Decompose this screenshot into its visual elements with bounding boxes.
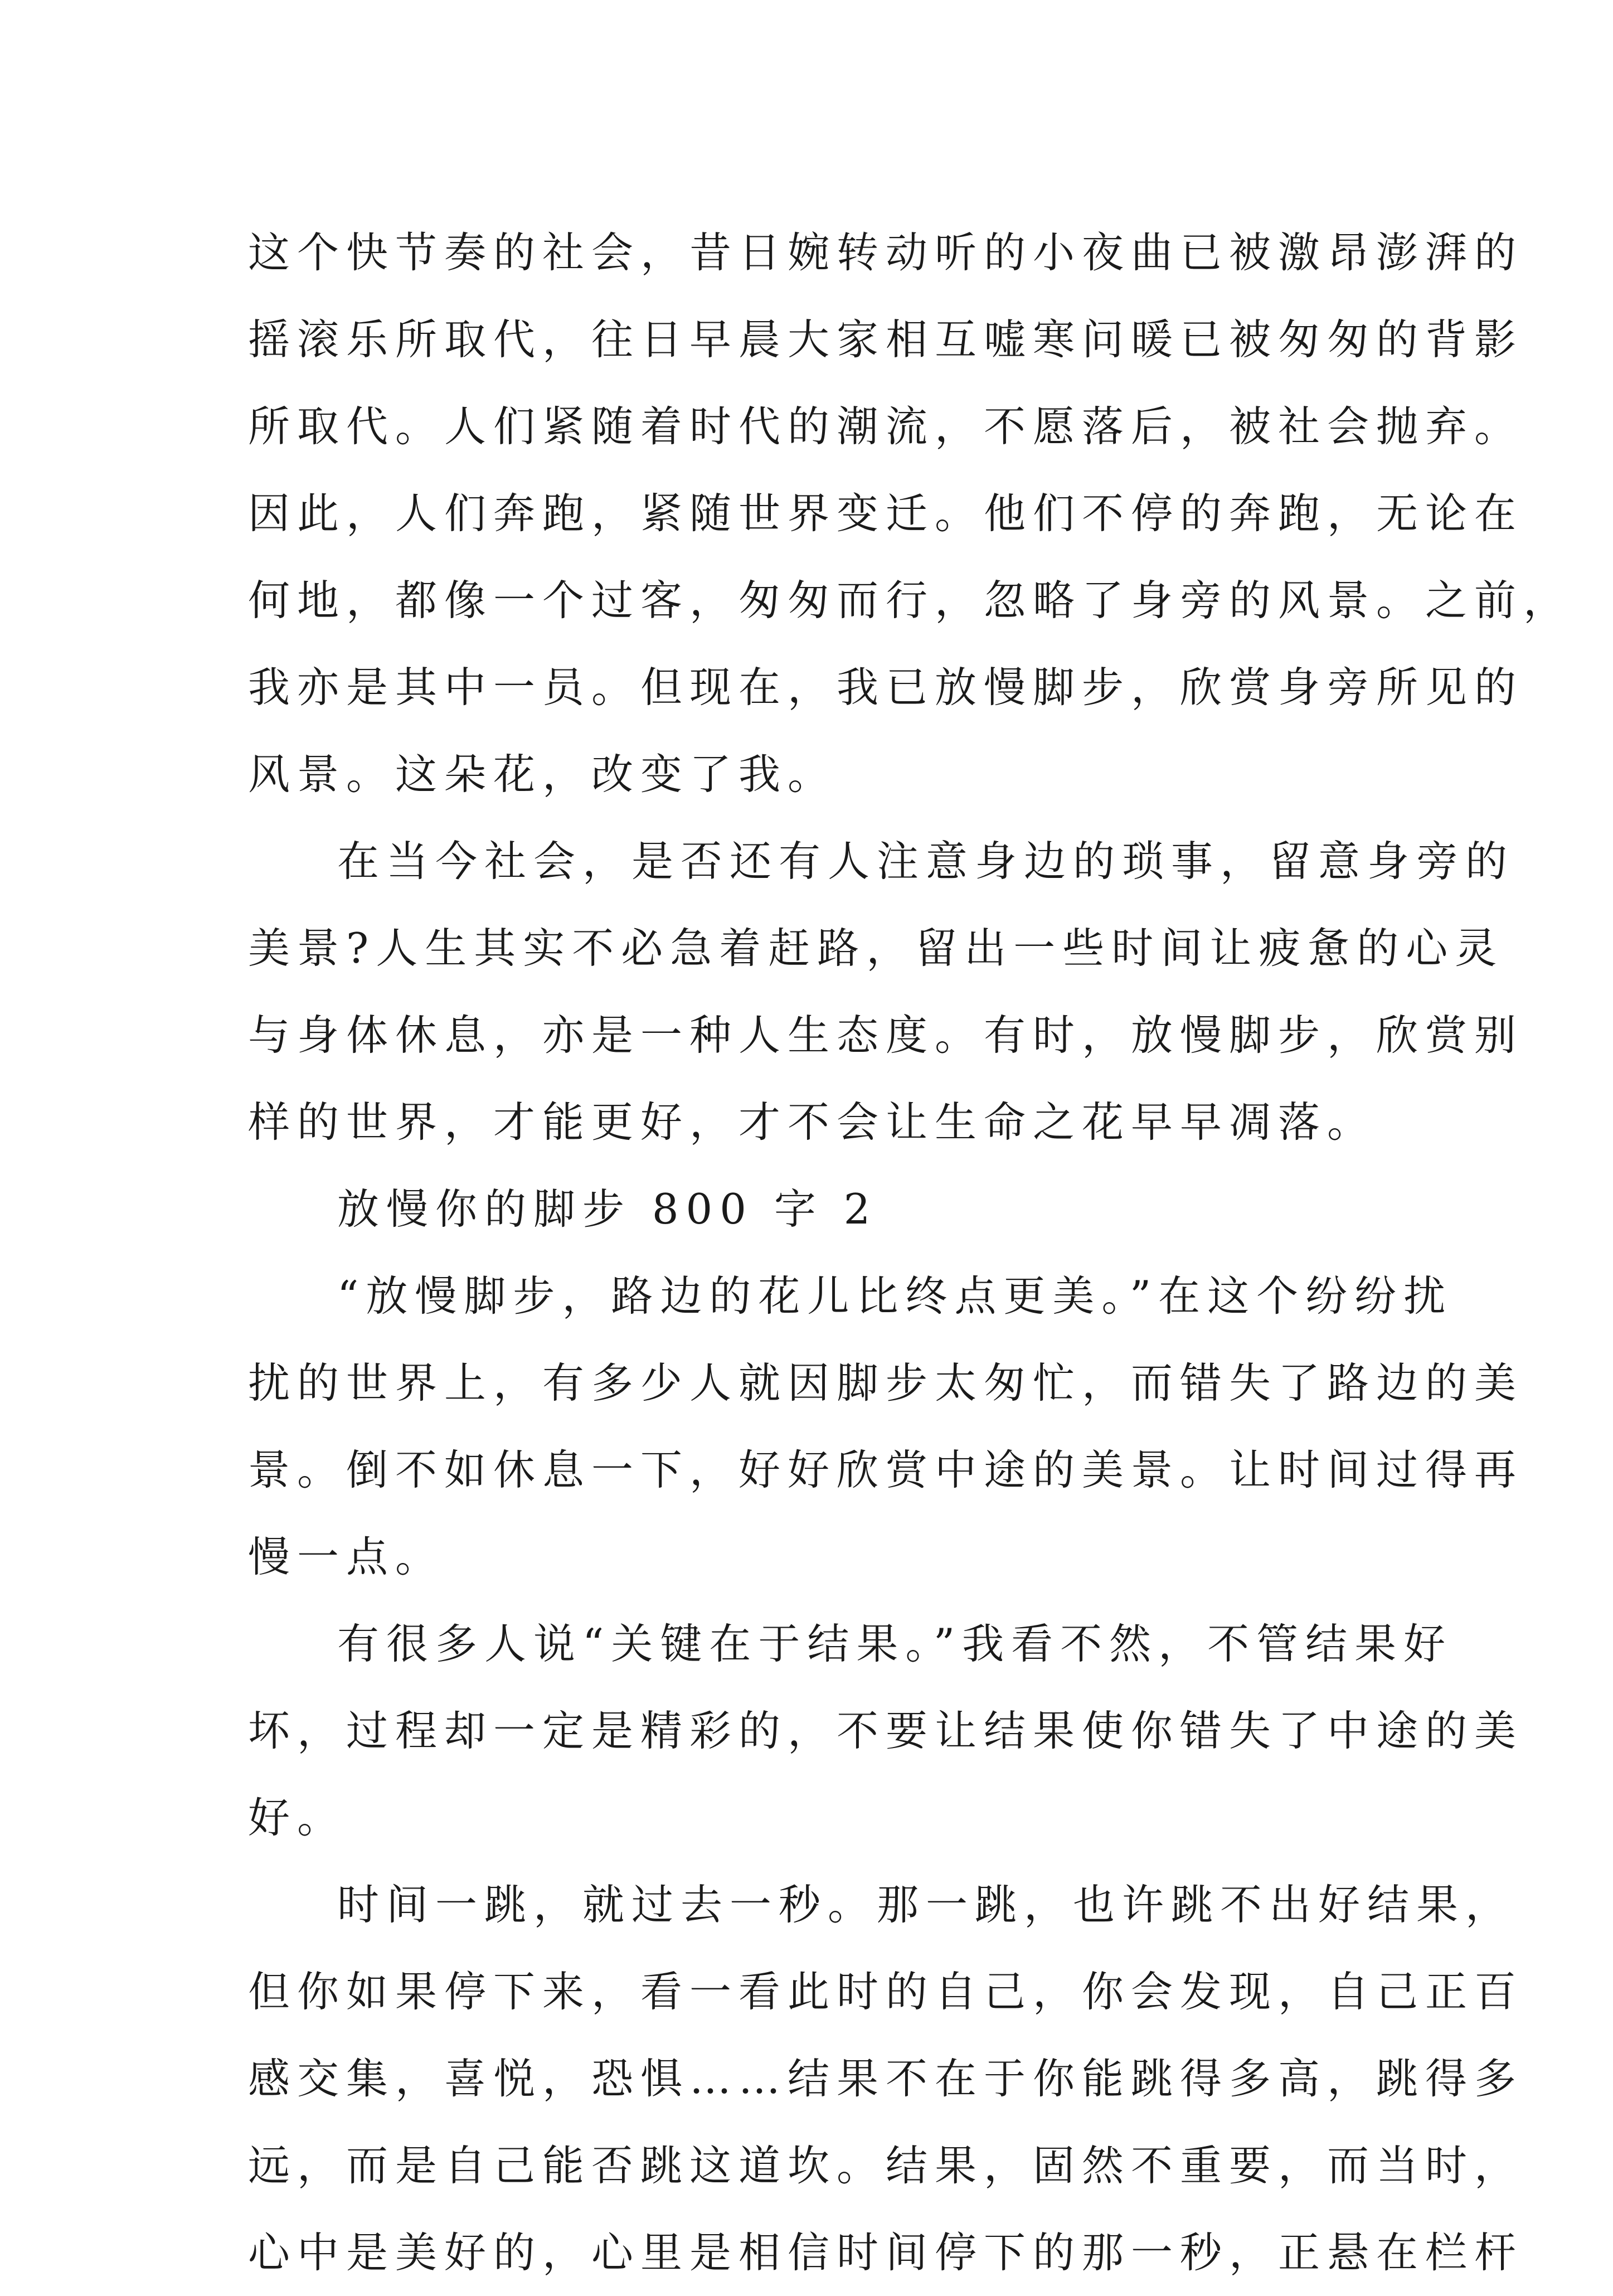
text-line: 远，而是自己能否跳这道坎。结果，固然不重要，而当时， [248,2141,1524,2190]
text-line: 所取代。人们紧随着时代的潮流，不愿落后，被社会抛弃。 [248,402,1524,451]
text-line: 坏，过程却一定是精彩的，不要让结果使你错失了中途的美 [248,1706,1524,1755]
text-line: 美景?人生其实不必急着赶路，留出一些时间让疲惫的心灵 [248,924,1504,973]
text-line: 心中是美好的，心里是相信时间停下的那一秒，正悬在栏杆 [248,2228,1524,2277]
text-line: 风景。这朵花，改变了我。 [248,750,837,799]
text-line: 有很多人说“关键在于结果。”我看不然，不管结果好 [337,1619,1453,1668]
text-line: 因此，人们奔跑，紧随世界变迁。他们不停的奔跑，无论在 [248,489,1524,538]
text-line: 感交集，喜悦，恐惧……结果不在于你能跳得多高，跳得多 [248,2054,1524,2103]
text-line: 这个快节奏的社会，昔日婉转动听的小夜曲已被激昂澎湃的 [248,228,1524,277]
text-line: 好。 [248,1793,347,1842]
text-line: 但你如果停下来，看一看此时的自己，你会发现，自己正百 [248,1967,1524,2016]
text-line: 我亦是其中一员。但现在，我已放慢脚步，欣赏身旁所见的 [248,663,1524,712]
text-line: 与身体休息，亦是一种人生态度。有时，放慢脚步，欣赏别 [248,1011,1524,1060]
text-line: 时间一跳，就过去一秒。那一跳，也许跳不出好结果， [337,1880,1515,1929]
text-line: 在当今社会，是否还有人注意身边的琐事，留意身旁的 [337,837,1515,886]
text-line: 样的世界，才能更好，才不会让生命之花早早凋落。 [248,1098,1377,1147]
text-line: 摇滚乐所取代，往日早晨大家相互嘘寒问暖已被匆匆的背影 [248,315,1524,364]
text-line: 何地，都像一个过客，匆匆而行，忽略了身旁的风景。之前， [248,576,1573,625]
text-line: “放慢脚步，路边的花儿比终点更美。”在这个纷纷扰 [337,1271,1453,1321]
document-body [248,209,1573,2296]
text-line: 慢一点。 [248,1532,445,1581]
text-line: 放慢你的脚步 800 字 2 [337,1185,878,1234]
text-line: 扰的世界上，有多少人就因脚步太匆忙，而错失了路边的美 [248,1358,1524,1407]
text-line: 景。倒不如休息一下，好好欣赏中途的美景。让时间过得再 [248,1445,1524,1494]
